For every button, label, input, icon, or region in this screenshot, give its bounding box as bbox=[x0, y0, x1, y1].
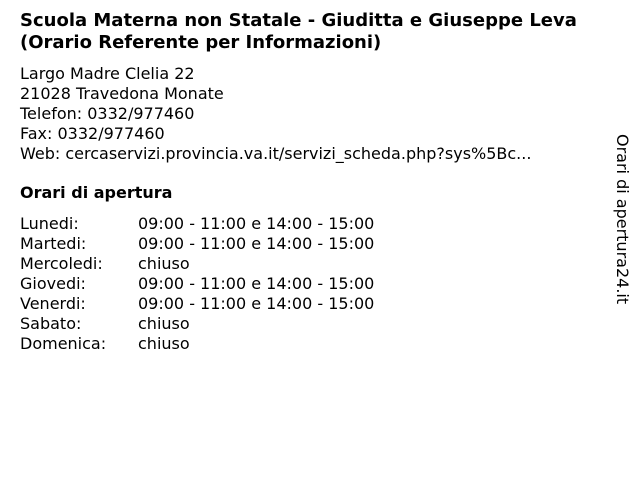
day-label: Sabato: bbox=[20, 314, 82, 333]
fax-number: Fax: 0332/977460 bbox=[20, 124, 165, 143]
hours-row bbox=[20, 334, 374, 354]
day-hours: 09:00 - 11:00 e 14:00 - 15:00 bbox=[138, 294, 375, 313]
hours-row bbox=[20, 214, 374, 234]
hours-row bbox=[20, 274, 374, 294]
day-hours: chiuso bbox=[138, 314, 190, 333]
day-hours: 09:00 - 11:00 e 14:00 - 15:00 bbox=[138, 234, 375, 253]
opening-hours-heading: Orari di apertura bbox=[20, 183, 173, 202]
hours-row bbox=[20, 234, 374, 254]
day-hours: chiuso bbox=[138, 254, 190, 273]
day-label: Martedi: bbox=[20, 234, 87, 253]
hours-row bbox=[20, 254, 374, 274]
day-label: Giovedi: bbox=[20, 274, 86, 293]
day-label: Venerdi: bbox=[20, 294, 86, 313]
day-hours: chiuso bbox=[138, 334, 190, 353]
street-address: Largo Madre Clelia 22 bbox=[20, 64, 195, 83]
hours-row bbox=[20, 314, 374, 334]
day-hours: 09:00 - 11:00 e 14:00 - 15:00 bbox=[138, 274, 375, 293]
city-address: 21028 Travedona Monate bbox=[20, 84, 224, 103]
phone-number: Telefon: 0332/977460 bbox=[20, 104, 195, 123]
opening-hours-table bbox=[20, 214, 374, 354]
address-block bbox=[20, 64, 531, 164]
website-link: Web: cercaservizi.provincia.va.it/servizi_scheda.php?sys%5Bc... bbox=[20, 144, 532, 163]
day-label: Lunedi: bbox=[20, 214, 79, 233]
day-label: Mercoledi: bbox=[20, 254, 103, 273]
page-title: Scuola Materna non Statale - Giuditta e Giuseppe Leva (Orario Referente per Informazioni) bbox=[20, 10, 577, 53]
day-hours: 09:00 - 11:00 e 14:00 - 15:00 bbox=[138, 214, 375, 233]
day-label: Domenica: bbox=[20, 334, 107, 353]
site-watermark: Orari di apertura24.it bbox=[613, 134, 632, 305]
hours-row bbox=[20, 294, 374, 314]
